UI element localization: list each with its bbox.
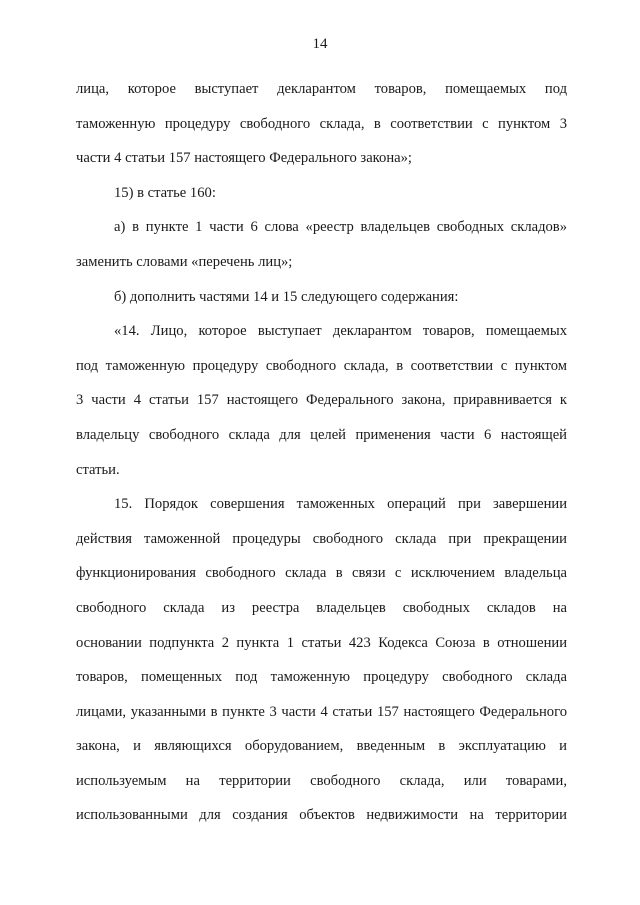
text-line: статьи. [76, 461, 120, 478]
text-line: б) дополнить частями 14 и 15 следующего содержания: [114, 288, 459, 305]
text-line: функционирования свободного склада в связи с исключением владельца [76, 565, 567, 582]
text-line: лица, которое выступает декларантом товаров, помещаемых под [76, 81, 567, 97]
text-line: владельцу свободного склада для целей применения части 6 настоящей [76, 426, 567, 443]
text-line: а) в пункте 1 части 6 слова «реестр владельцев свободных складов» [114, 219, 567, 236]
text-line: части 4 статьи 157 настоящего Федерального закона»; [76, 150, 412, 167]
text-line: заменить словами «перечень лиц»; [76, 253, 293, 270]
document-body [76, 72, 567, 833]
text-line: действия таможенной процедуры свободного склада при прекращении [76, 530, 567, 547]
page-number: 14 [312, 36, 328, 52]
text-line: свободного склада из реестра владельцев свободных складов на [76, 599, 567, 616]
text-line: основании подпункта 2 пункта 1 статьи 423 Кодекса Союза в отношении [76, 634, 567, 651]
text-line: используемым на территории свободного склада, или товарами, [76, 772, 567, 789]
text-line: 15) в статье 160: [114, 184, 216, 201]
text-line: под таможенную процедуру свободного склада, в соответствии с пунктом [76, 357, 567, 374]
text-line: товаров, помещенных под таможенную процедуру свободного склада [76, 669, 567, 686]
text-line: закона, и являющихся оборудованием, введенным в эксплуатацию и [76, 738, 567, 755]
text-line: 3 части 4 статьи 157 настоящего Федерального закона, приравнивается к [76, 392, 567, 409]
text-line: «14. Лицо, которое выступает декларантом товаров, помещаемых [114, 323, 567, 340]
text-line: лицами, указанными в пункте 3 части 4 статьи 157 настоящего Федерального [76, 703, 567, 720]
text-line: использованными для создания объектов недвижимости на территории [76, 807, 567, 824]
text-line: 15. Порядок совершения таможенных операций при завершении [114, 496, 567, 513]
text-line: таможенную процедуру свободного склада, в соответствии с пунктом 3 [76, 115, 567, 132]
